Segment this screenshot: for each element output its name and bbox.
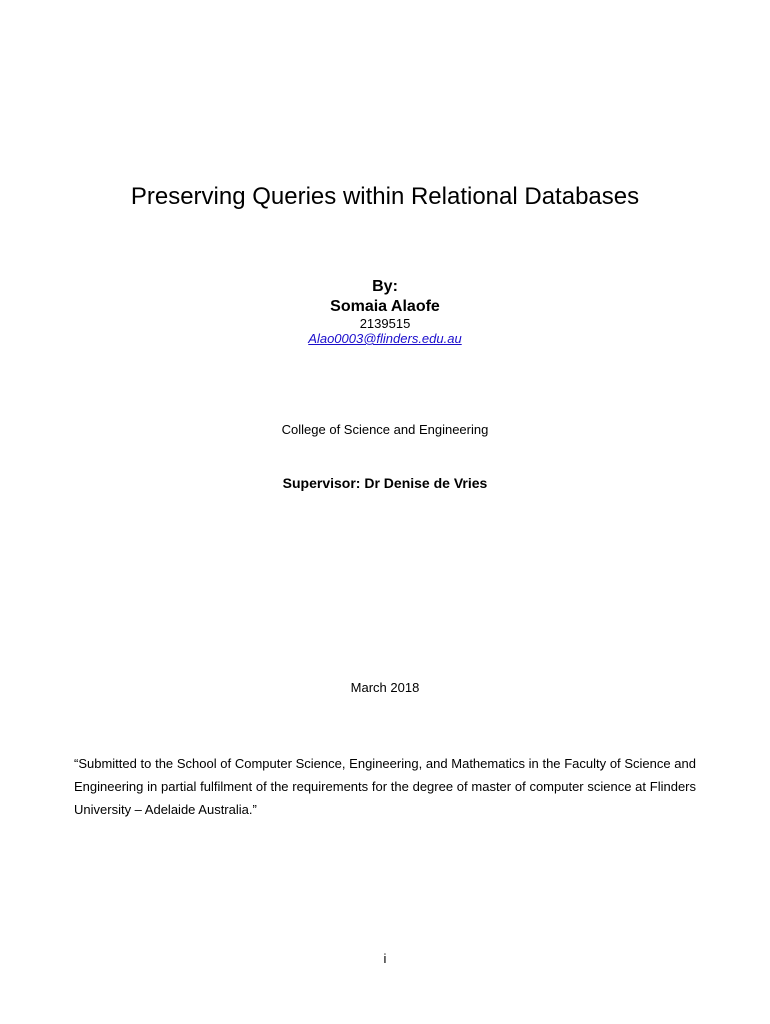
author-email-link[interactable]: Alao0003@flinders.edu.au [308, 331, 462, 346]
document-title: Preserving Queries within Relational Databases [130, 183, 640, 210]
college-name: College of Science and Engineering [281, 422, 489, 437]
student-id: 2139515 [359, 316, 411, 331]
submission-statement: “Submitted to the School of Computer Science, Engineering, and Mathematics in the Faculty of Science and Engineering in partial fulfilment of the requirements for the degree of master of computer science at Flinders University – Adelaide Australia.” [74, 756, 696, 817]
author-name: Somaia Alaofe [330, 298, 440, 315]
submission-date: March 2018 [350, 680, 420, 695]
page-number: i [383, 951, 387, 966]
by-label: By: [372, 278, 398, 295]
supervisor-line: Supervisor: Dr Denise de Vries [282, 475, 488, 491]
